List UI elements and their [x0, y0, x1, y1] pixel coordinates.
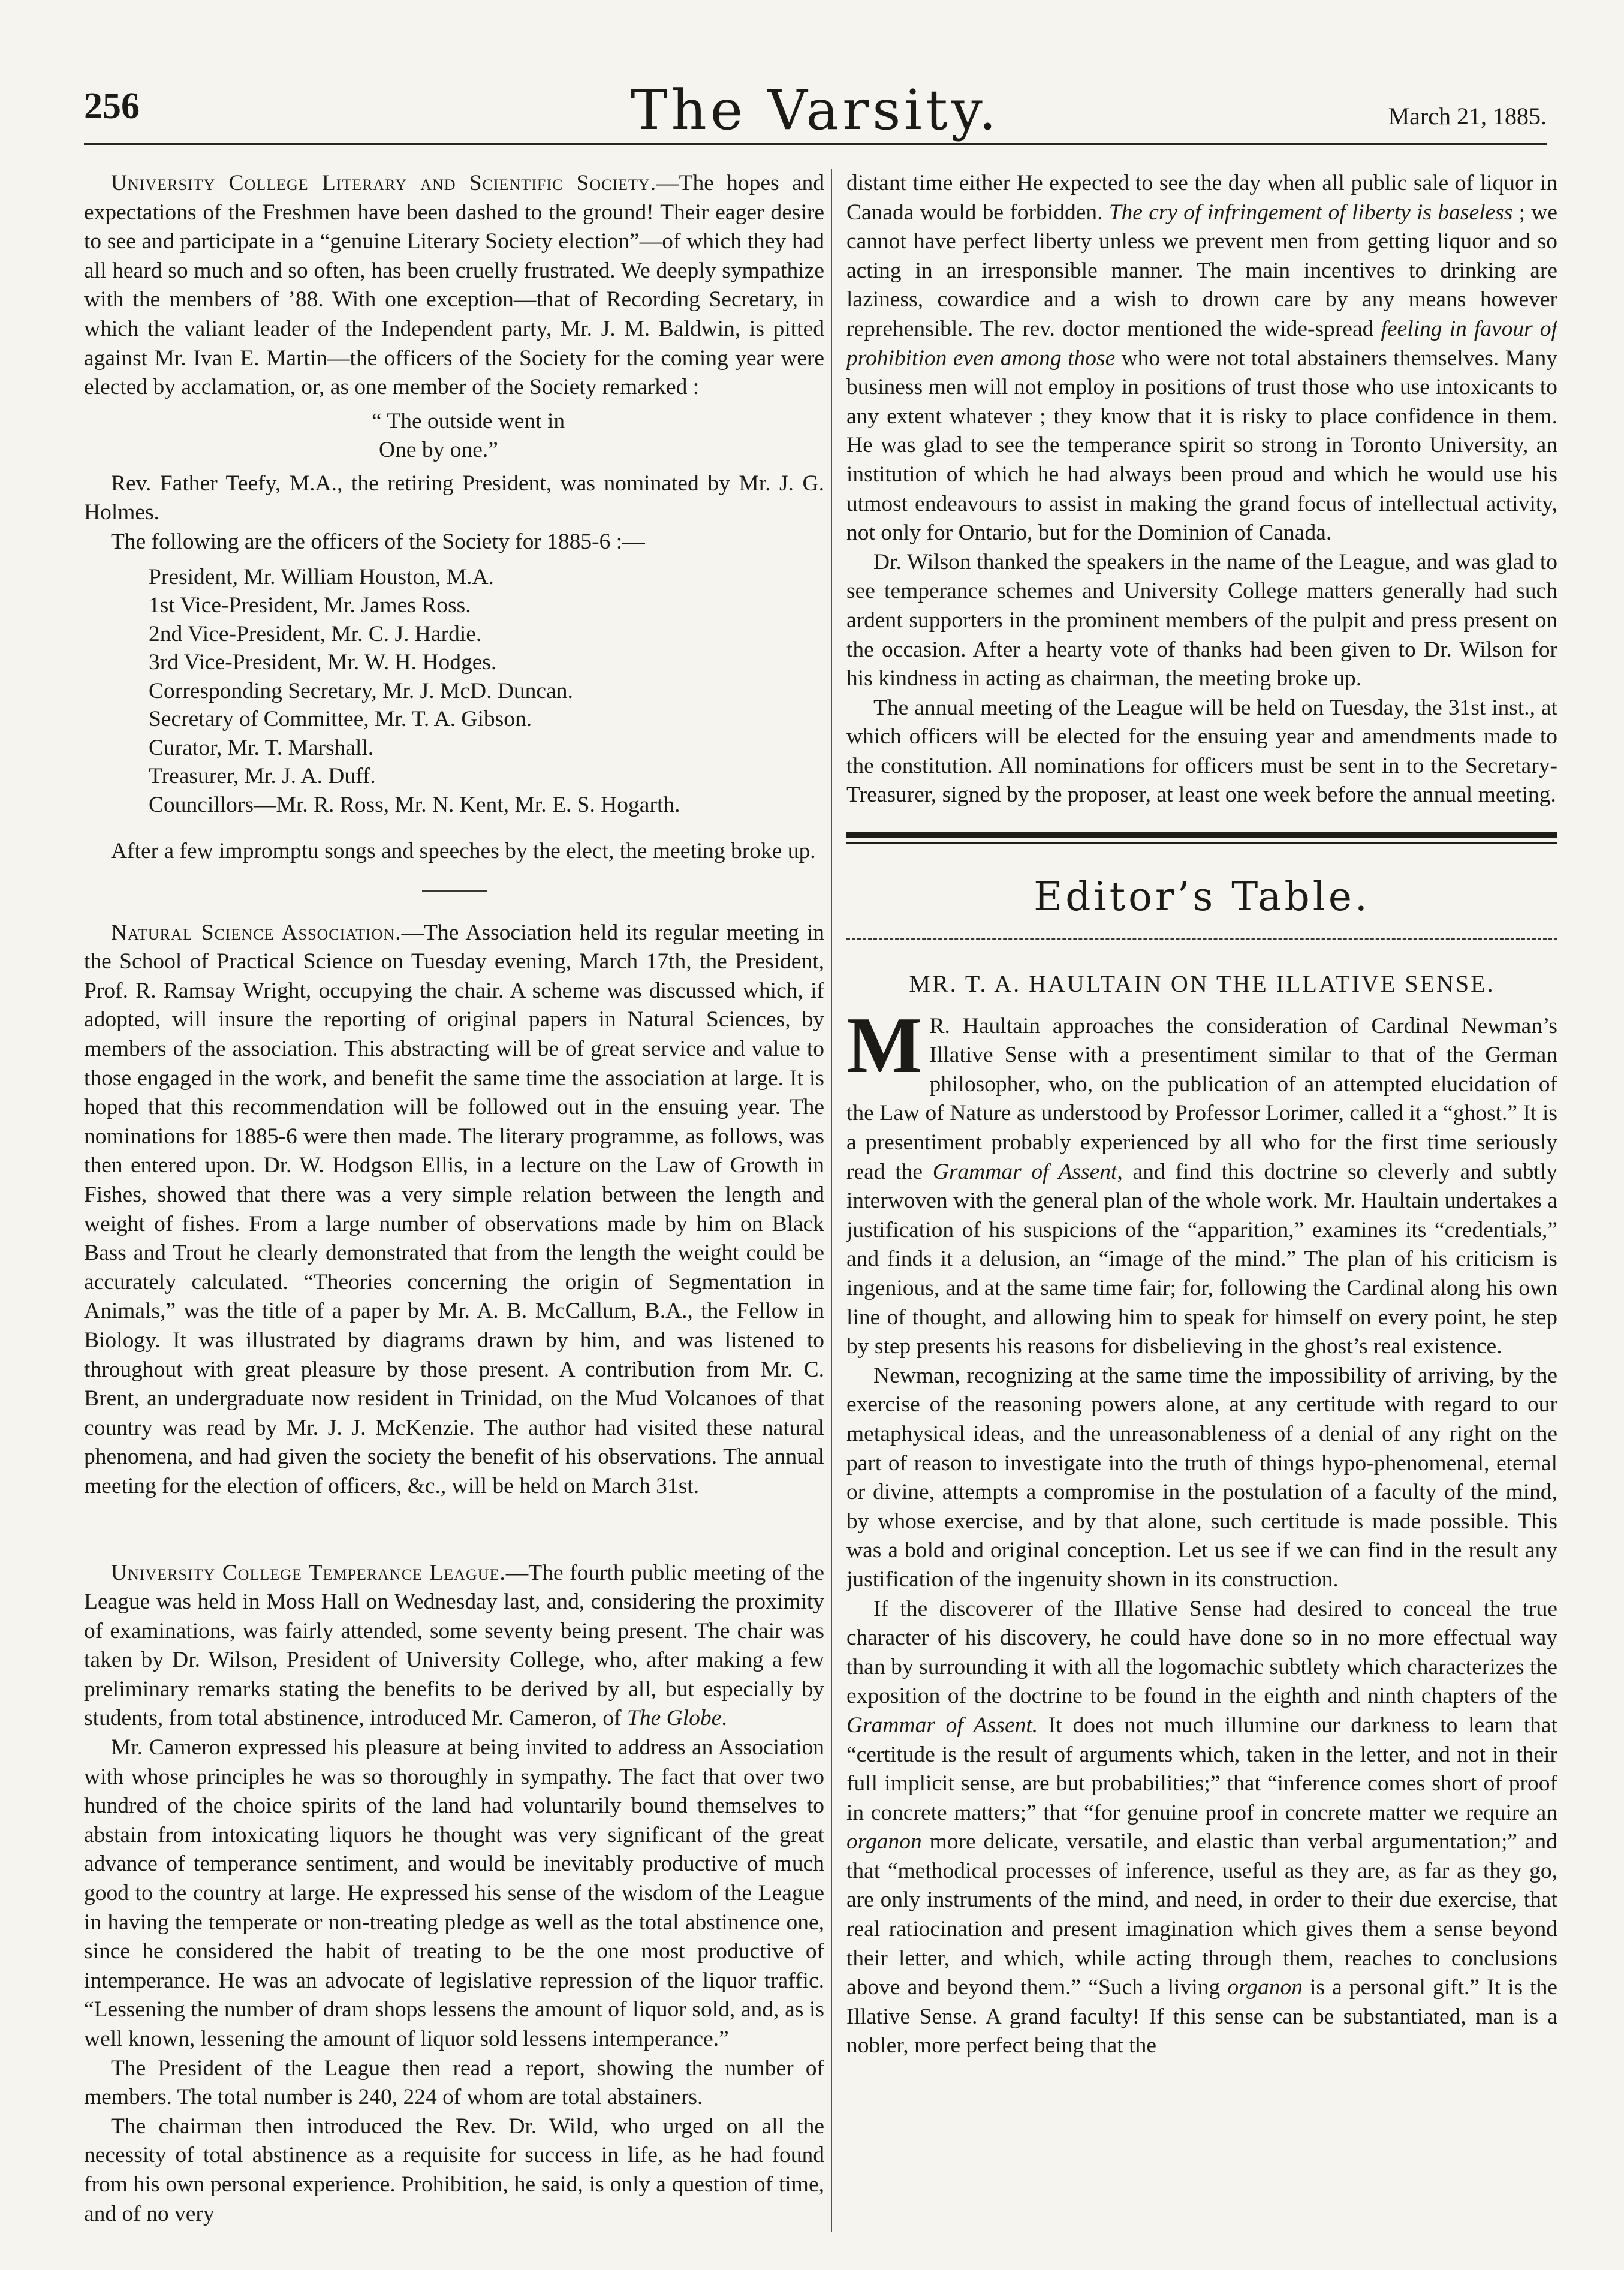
- natural-science-heading: Natural Science Association.: [111, 920, 402, 945]
- column-divider: [831, 169, 832, 2232]
- wild-paragraph: The chairman then introduced the Rev. Dr. Wild, who urged on all the necessity of total abstinence as a requisite for success in life, as he had found from his own personal experience. Prohibition, he said, is only a question of time, and of no very: [84, 2114, 824, 2226]
- officer-item: 1st Vice-President, Mr. James Ross.: [149, 593, 471, 618]
- article-heading: MR. T. A. HAULTAIN ON THE ILLATIVE SENSE.: [909, 970, 1495, 998]
- page-number: 256: [84, 86, 140, 127]
- globe-title: The Globe: [627, 1706, 722, 1731]
- issue-date: March 21, 1885.: [1388, 103, 1547, 130]
- haultain-paragraph-1: M R. Haultain approaches the consideration of Cardinal Newman’s Illative Sense with a presentiment similar to that of the German philosopher, who, on the publication of an attempted elucidation of the Law of Nature as understood by Professor Lorimer, called it a “ghost.” It is a presentiment probably experienced by all who for the first time seriously read the Grammar of Assent, and find this doctrine so cleverly and subtly interwoven with the general plan of the whole work. Mr. Haultain undertakes a justification of his suspicions of the “apparition,” examines its “credentials,” and finds it a delusion, an “image of the mind.” The plan of his criticism is ingenious, and at the same time fair; for, following the Cardinal along his own line of thought, and allowing him to speak for himself on every point, he step by step presents his reasons for disbelieving in the ghost’s real existence.: [846, 1000, 1557, 1359]
- temperance-intro: University College Temperance League.—The fourth public meeting of the League was held in Moss Hall on Wednesday last, and, considering the proximity of examinations, was fairly attended, some seventy being present. The chair was taken by Dr. Wilson, President of University College, who, after making a few preliminary remarks stating the benefits to be derived by all, but especially by students, from total abstinence, introduced Mr. Cameron, of The Globe.: [84, 1560, 824, 1731]
- officer-item: Corresponding Secretary, Mr. J. McD. Duncan.: [149, 678, 573, 703]
- dashed-rule: [846, 938, 1557, 940]
- left-column: [84, 169, 824, 2232]
- officers-list: [149, 563, 824, 820]
- drop-cap: M: [846, 1000, 923, 1089]
- cameron-paragraph: Mr. Cameron expressed his pleasure at being invited to address an Association with whose principles he was so thoroughly in sympathy. The fact that over two hundred of the choice spirits of the land had voluntarily bound themselves to abstain from intoxicating liquors he thought was very significant of the great advance of temperance sentiment, and would be inevitably productive of much good to the country at large. He expressed his sense of the wisdom of the League in having the temperate or non-treating pledge as well as the total abstinence one, since he considered the habit of treating to be the one most productive of intemperance. He was an advocate of legislative repression of the liquor traffic. “Lessening the number of dram shops lessens the amount of liquor sold, and, as is well known, lessening the amount of liquor sold lessens intemperance.”: [84, 1735, 824, 2051]
- haultain-paragraph-2: Newman, recognizing at the same time the impossibility of arriving, by the exercise of the reasoning powers alone, at any certitude with regard to our metaphysical ideas, and the unreasonableness of a denial of any right on the part of reason to investigate into the truth of things hypo-phenomenal, eternal or divine, attempts a compromise in the postulation of a faculty of the mind, by whose exercise, and by that alone, such certitude is made possible. This was a bold and original conception. Let us see if we can find in the result any justification of the ingenuity shown in its construction.: [846, 1363, 1557, 1592]
- temperance-body: —The fourth public meeting of the League was held in Moss Hall on Wednesday last, and, considering the proximity of examinations, was fairly attended, some seventy being present. The chair was taken by Dr. Wilson, President of University College, who, after making a few preliminary remarks stating the benefits to be derived by all, but especially by students, from total abstinence, introduced Mr. Cameron, of: [84, 1560, 824, 1731]
- section-rule-thick: [846, 832, 1557, 838]
- natural-science-body: —The Association held its regular meeting in the School of Practical Science on Tuesday evening, March 17th, the President, Prof. R. Ramsay Wright, occupying the chair. A scheme was discussed which, if adopted, will insure the reporting of original papers in Natural Sciences, by members of the association. This abstracting will be of great service and value to those engaged in the work, and benefit the same time the association at large. It is hoped that this recommendation will be followed out in the ensuing year. The nominations for 1885-6 were then made. The literary programme, as follows, was then entered upon. Dr. W. Hodgson Ellis, in a lecture on the Law of Growth in Fishes, showed that there was a very simple relation between the length and weight of fishes. From a large number of observations made by him on Black Bass and Trout he clearly demonstrated that from the length the weight could be accurately calculated. “Theories concerning the origin of Segmentation in Animals,” was the title of a paper by Mr. A. B. McCallum, B.A., the Fellow in Biology. It was illustrated by diagrams drawn by him, and was listened to throughout with great pleasure by those present. A contribution from Mr. C. Brent, an undergraduate now resident in Trinidad, on the Mud Volcanoes of that country was read by Mr. J. J. McKenzie. The author had visited these natural phenomena, and had given the society the benefit of his observations. The annual meeting for the election of officers, &c., will be held on March 31st.: [84, 920, 824, 1498]
- page-header: [84, 78, 1547, 144]
- editors-table-heading: Editor’s Table.: [1034, 874, 1370, 920]
- quote-line-2: One by one.”: [379, 437, 498, 462]
- officer-item: 2nd Vice-President, Mr. C. J. Hardie.: [149, 621, 482, 646]
- literary-society-article: [84, 169, 824, 866]
- right-column: [846, 169, 1557, 2232]
- meeting-closing: After a few impromptu songs and speeches by the elect, the meeting broke up.: [111, 839, 816, 864]
- officer-item: President, Mr. William Houston, M.A.: [149, 564, 494, 589]
- annual-meeting-paragraph: The annual meeting of the League will be held on Tuesday, the 31st inst., at which officers will be elected for the ensuing year and amendments made to the constitution. All nominations for officers must be sent in to the Secretary-Treasurer, signed by the proposer, at least one week before the annual meeting.: [846, 695, 1557, 808]
- temperance-league-article: [84, 1559, 824, 2229]
- wilson-thanks-paragraph: Dr. Wilson thanked the speakers in the name of the League, and was glad to see temperance schemes and University College matters generally had such ardent supporters in the prominent members of the pulpit and press present on the occasion. After a hearty vote of thanks had been given to Dr. Wilson for his kindness in acting as chairman, the meeting broke up.: [846, 549, 1557, 691]
- nomination-paragraph: Rev. Father Teefy, M.A., the retiring President, was nominated by Mr. J. G. Holmes.: [84, 471, 824, 525]
- officer-item: 3rd Vice-President, Mr. W. H. Hodges.: [149, 650, 497, 675]
- masthead-title: The Varsity.: [631, 78, 1000, 142]
- temperance-continuation: distant time either He expected to see the day when all public sale of liquor in Canada would be forbidden. The cry of infringement of liberty is baseless ; we cannot have perfect liberty unless we prevent men from getting liquor and so acting in an irresponsible manner. The main incentives to drinking are laziness, cowardice and a wish to drown care by any means however reprehensible. The rev. doctor mentioned the wide-spread feeling in favour of prohibition even among those who were not total abstainers themselves. Many business men will not employ in positions of trust those who use intoxicants to any extent whatever ; they know that it is risky to place confidence in them. He was glad to see the temperance spirit so strong in Toronto University, an institution of which he had always been proud and which he would use his utmost endeavours to assist in making the grand focus of intellectual activity, not only for Ontario, but for the Dominion of Canada.: [846, 171, 1557, 546]
- natural-science-paragraph: [84, 919, 824, 1501]
- officers-intro: The following are the officers of the Society for 1885-6 :—: [111, 529, 645, 554]
- literary-society-intro: [84, 169, 824, 402]
- haultain-paragraph-3: If the discoverer of the Illative Sense had desired to conceal the true character of his discovery, he could have done so in no more effectual way than by surrounding it with all the logomachic subtlety which characterizes the exposition of the doctrine to be found in the eighth and ninth chapters of the Grammar of Assent. It does not much illumine our darkness to learn that “certitude is the result of arguments which, taken in the letter, and not in their full implicit sense, are but probabilities;” that “inference comes short of proof in concrete matters;” that “for genuine proof in concrete matter we require an organon more delicate, versatile, and elastic than verbal argumentation;” and that “methodical processes of inference, useful as they are, as far as they go, are only instruments of the mind, and need, in order to their due exercise, that real ratiocination and present imagination which gives them a sense beyond their letter, and which, while acting through them, reaches to conclusions above and beyond them.” “Such a living organon is a personal gift.” It is the Illative Sense. A grand faculty! If this sense can be substantiated, man is a nobler, more perfect being that the: [846, 1596, 1557, 2058]
- officer-item: Curator, Mr. T. Marshall.: [149, 735, 374, 760]
- report-paragraph: The President of the League then read a report, showing the number of members. The total number is 240, 224 of whom are total abstainers.: [84, 2055, 824, 2110]
- section-separator: [422, 890, 487, 892]
- officer-item: Treasurer, Mr. J. A. Duff.: [149, 764, 376, 789]
- temperance-heading: University College Temperance League.: [111, 1560, 506, 1585]
- officer-item: Secretary of Committee, Mr. T. A. Gibson.: [149, 707, 532, 732]
- quote-line-1: “ The outside went in: [372, 408, 565, 433]
- section-rule-thin: [846, 842, 1557, 844]
- quotation: [372, 407, 824, 465]
- literary-society-body: —The hopes and expectations of the Freshmen have been dashed to the ground! Their eager desire to see and participate in a “genuine Literary Society election”—of which they had all heard so much and so often, has been cruelly frustrated. We deeply sympathize with the members of ’88. With one exception—that of Recording Secretary, in which the valiant leader of the Independent party, Mr. J. M. Baldwin, is pitted against Mr. Ivan E. Martin—the officers of the Society for the coming year were elected by acclamation, or, as one member of the Society remarked :: [84, 171, 824, 400]
- literary-society-heading: University College Literary and Scientific Society.: [111, 171, 657, 195]
- officer-item: Councillors—Mr. R. Ross, Mr. N. Kent, Mr. E. S. Hogarth.: [149, 792, 680, 817]
- natural-science-article: [84, 919, 824, 1501]
- header-rule: [84, 143, 1547, 145]
